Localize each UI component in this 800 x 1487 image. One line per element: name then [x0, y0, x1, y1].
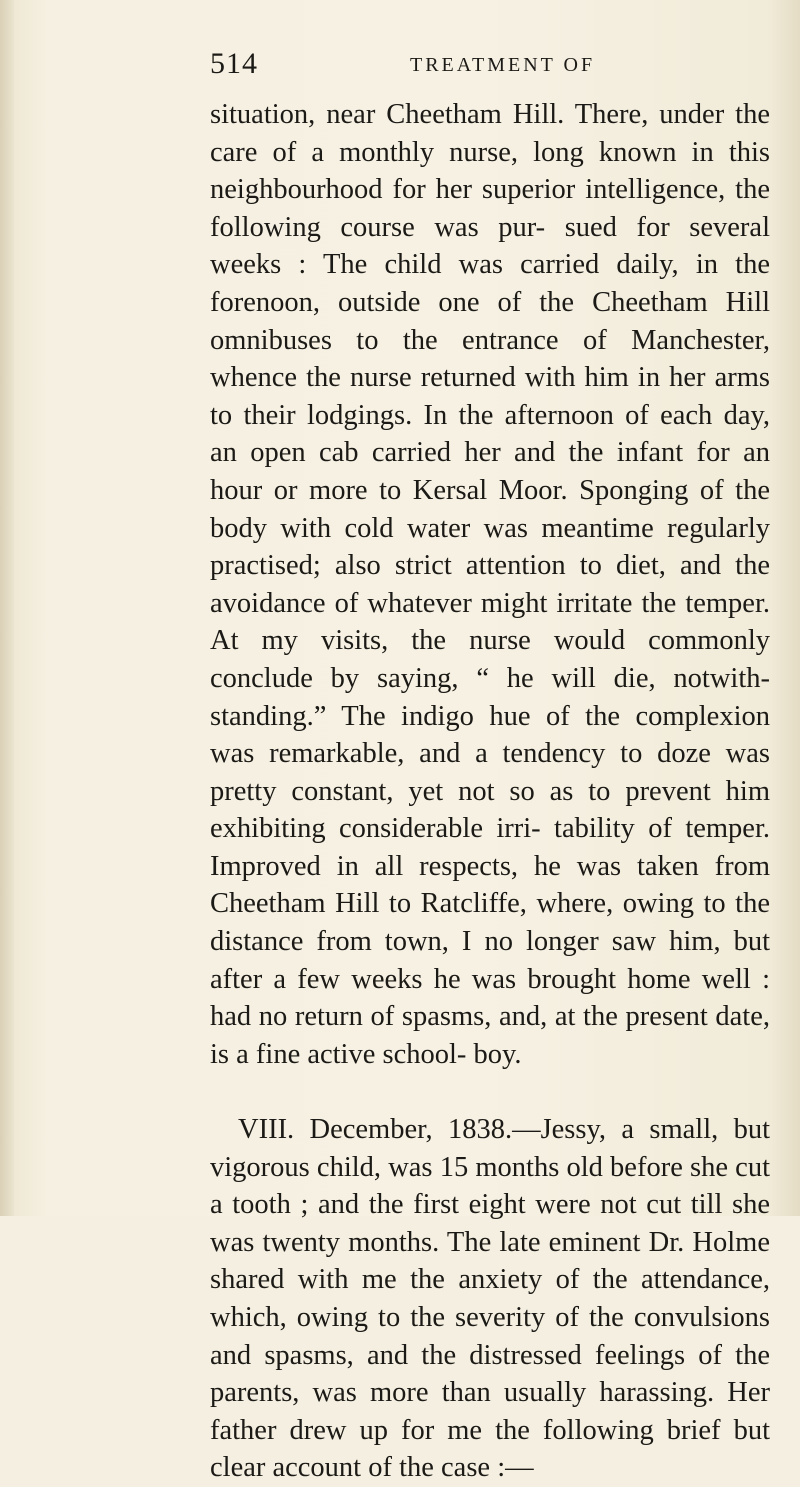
paragraph-case-viii: VIII. December, 1838.—Jessy, a small, but vigorous child, was 15 months old before she cut a tooth ; and the first eight were not cut till she was twenty months. The late eminent Dr. Holme shared with me the anxiety of the attendance, which, owing to the severity of the convulsions and spasms, and the distressed feelings of the parents, was more than usually harassing. Her father drew up for me the following brief but clear account of the case :— — [210, 1114, 770, 1484]
paragraph-continuation: situation, near Cheetham Hill. There, under the care of a monthly nurse, long known in this neighbourhood for her superior intelligence, the following course was pur- sued for several weeks : The child was carried daily, in the forenoon, outside one of the Cheetham Hill omnibuses to the entrance of Manchester, whence the nurse returned with him in her arms to their lodgings. In the afternoon of each day, an open cab carried her and the infant for an hour or more to Kersal Moor. Sponging of the body with cold water was meantime regularly practised; also strict attention to diet, and the avoidance of whatever might irritate the temper. At my visits, the nurse would commonly conclude by saying, “ he will die, notwith- standing.” The indigo hue of the complexion was remarkable, and a tendency to doze was pretty constant, yet not so as to prevent him exhibiting considerable irri- tability of temper. Improved in all respects, he was taken from Cheetham Hill to Ratcliffe, where, owing to the distance from town, I no longer saw him, but after a few weeks he was brought home well : had no return of spasms, and, at the present date, is a fine active school- boy. — [210, 99, 770, 1070]
body-text — [210, 96, 770, 1487]
running-head: TREATMENT OF — [410, 54, 596, 76]
page-binding-edge — [0, 0, 14, 1216]
page-header — [210, 44, 770, 84]
page-number: 514 — [210, 47, 258, 80]
